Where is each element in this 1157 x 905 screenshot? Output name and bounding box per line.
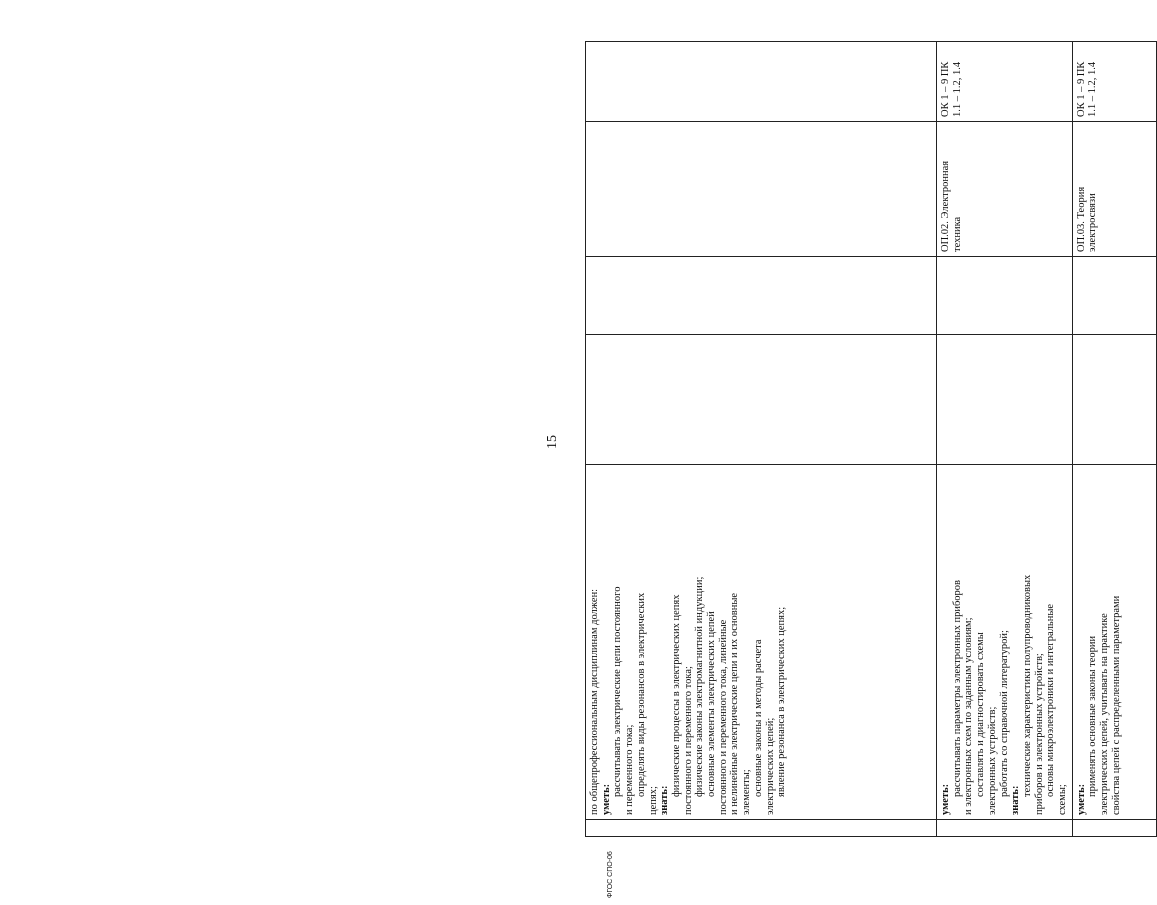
table-row xyxy=(1072,42,1156,837)
requirement-line: уметь: xyxy=(600,783,612,815)
requirement-line: составлять и диагностировать схемы xyxy=(975,632,987,797)
page-number: 15 xyxy=(545,435,560,449)
rotated-page xyxy=(545,42,1122,837)
requirement-line: цепях; xyxy=(647,786,659,815)
requirements-cell xyxy=(1072,465,1156,820)
discipline-cell: ОП.02. Электронная техника xyxy=(937,122,1073,257)
footer xyxy=(600,851,630,898)
requirement-line: работать со справочной литературой; xyxy=(998,630,1010,797)
competency-codes-cell: ОК 1 – 9 ПК 1.1 – 1.2, 1.4 xyxy=(1072,42,1156,122)
empty-cell xyxy=(1072,335,1156,465)
empty-cell xyxy=(1072,257,1156,335)
index-cell xyxy=(586,820,937,837)
empty-cell xyxy=(586,257,937,335)
empty-cell xyxy=(586,335,937,465)
requirement-line: и нелинейные электрические цепи и их основные xyxy=(729,592,741,815)
empty-cell xyxy=(937,257,1073,335)
requirement-line: и электронных схем по заданным условиям; xyxy=(963,617,975,815)
requirement-line: постоянного и переменного тока; xyxy=(682,666,694,815)
requirement-line: физические процессы в электрических цепях xyxy=(670,594,682,797)
index-cell xyxy=(1072,820,1156,837)
requirement-line: знать: xyxy=(1010,785,1022,815)
requirement-line: знать: xyxy=(659,785,671,815)
requirement-line: явление резонанса в электрических цепях; xyxy=(776,606,788,797)
requirement-line: схемы; xyxy=(1057,784,1069,815)
requirement-line: основы микроэлектроники и интегральные xyxy=(1045,603,1057,797)
table-row xyxy=(937,42,1073,837)
requirement-line: основные элементы электрических цепей xyxy=(706,611,718,797)
requirement-line: постоянного и переменного тока, линейные xyxy=(717,619,729,815)
requirement-line: и переменного тока; xyxy=(624,724,636,815)
requirement-line: электронных устройств; xyxy=(986,706,998,815)
requirements-cell xyxy=(586,465,937,820)
requirement-line: применять основные законы теории xyxy=(1087,635,1099,797)
discipline-cell xyxy=(586,122,937,257)
requirement-line: рассчитывать параметры электронных приборов xyxy=(951,579,963,797)
requirement-line: приборов и электронных устройств; xyxy=(1033,653,1045,815)
empty-cell xyxy=(937,335,1073,465)
requirement-line: уметь: xyxy=(940,783,951,815)
competency-codes-cell: ОК 1 – 9 ПК 1.1 – 1.2, 1.4 xyxy=(937,42,1073,122)
requirement-line: физические законы электромагнитной индукции; xyxy=(694,576,706,797)
table-row xyxy=(586,42,937,837)
footer-code: ФГОС СПО-06 xyxy=(607,851,614,898)
requirement-line: по общепрофессиональным дисциплинам должен: xyxy=(589,588,600,815)
requirement-line: элементы; xyxy=(741,769,753,815)
requirement-line: рассчитывать электрические цепи постоянного xyxy=(612,586,624,797)
requirement-line: технические характеристики полупроводниковых xyxy=(1021,574,1033,797)
competency-codes-cell xyxy=(586,42,937,122)
requirement-line: электрических цепей; xyxy=(764,717,776,815)
requirement-line: уметь: xyxy=(1075,783,1087,815)
index-cell xyxy=(937,820,1073,837)
requirements-cell xyxy=(937,465,1073,820)
requirement-line: свойства цепей с распределенными параметрами xyxy=(1110,595,1122,815)
requirement-line: основные законы и методы расчета xyxy=(752,639,764,797)
discipline-cell: ОП.03. Теория электросвязи xyxy=(1072,122,1156,257)
requirement-line: электрических цепей, учитывать на практике xyxy=(1099,613,1111,815)
competency-table xyxy=(585,41,1157,837)
requirement-line: определять виды резонансов в электрических xyxy=(635,592,647,797)
